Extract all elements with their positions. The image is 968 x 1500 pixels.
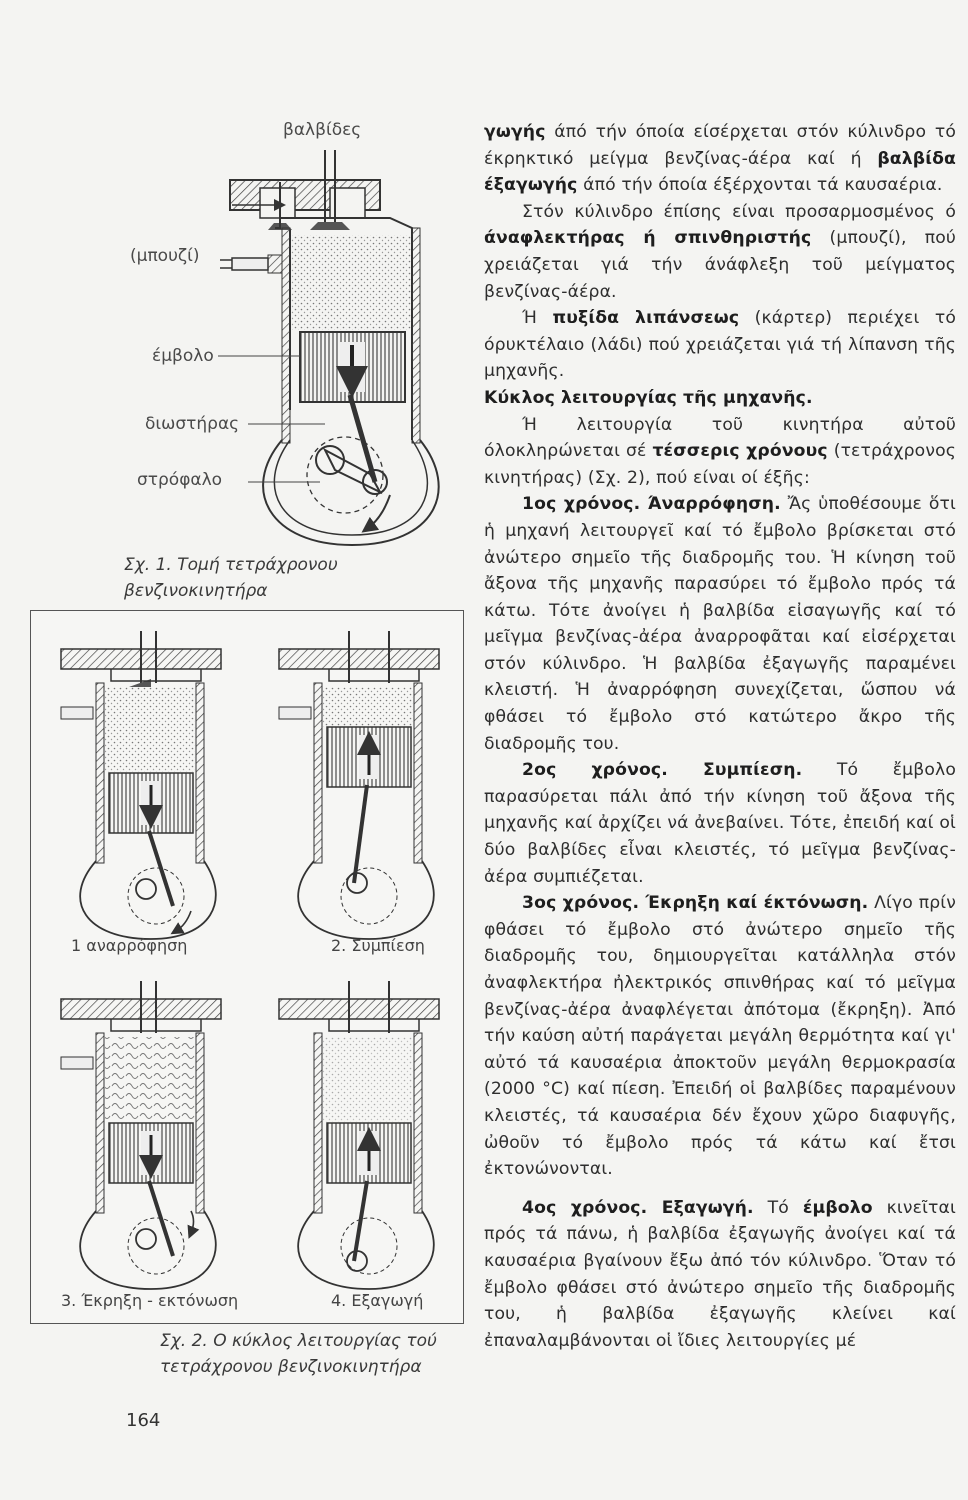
paragraph-stroke-4: 4ος χρόνος. Εξαγωγή. Τό έμβολο κινεῖται πρός τά πάνω, ἡ βαλβίδα ἐξαγωγῆς ἀνοίγει καί τά καυσαέρια βγαίνουν ἔξω ἀπό τόν κύλινδρο. Ὅταν τό ἔμβολο φθάσει στό ἀνώτερο σημεῖο τῆς διαδρομῆς του, ἡ βαλβίδα ἐξαγωγῆς κλείνει καί ἐπαναλαμβάνονται οἱ ἴδιες λειτουργίες μέ: [484, 1197, 956, 1351]
text-column: [484, 119, 956, 1354]
stroke-1-title: 1ος χρόνος. Άναρρόφηση.: [522, 494, 781, 515]
stroke-panel-compression: [259, 621, 459, 951]
paragraph-stroke-3: 3ος χρόνος. Έκρηξη καί έκτόνωση. Λίγο πρίν φθάσει τό ἔμβολο στό ἀνώτερο σημεῖο τῆς διαδρομῆς του, δημιουργεῖται κατάλληλα στόν ἀναφλεκτήρα ἠλεκτρικός σπινθήρας καί τό μεῖγμα βενζίνας-ἀέρα ἀναφλέγεται ἀπότομα (ἔκρηξη). Ἀπό τήν καύση αὐτή παράγεται μεγάλη θερμότητα καί γι' αὐτό τά καυσαέρια ἀποκτοῦν μεγάλη θερμοκρασία (2000 °C) καί πίεση. Ἐπειδή οἱ βαλβίδες παραμένουν κλειστές, τά καυσαέρια δέν ἔχουν χῶρο διαφυγῆς, ὠθοῦν τό ἔμβολο πρός τά κάτω καί ἔτσι ἐκτονώνονται.: [484, 893, 956, 1180]
figure-2-caption: Σχ. 2. Ο κύκλος λειτουργίας τού τετράχρονου βενζινοκινητήρα: [160, 1331, 437, 1377]
figure-1-engine-section: [120, 110, 470, 550]
stroke-label-compression: 2. Συμπίεση: [331, 936, 425, 955]
bold-term-piston: έμβολο: [802, 1197, 873, 1218]
paragraph-crankcase: Ή πυξίδα λιπάνσεως (κάρτερ) περιέχει τό όρυκτέλαιο (λάδι) πού χρειάζεται γιά τή λίπανση τῆς μηχανῆς.: [484, 308, 956, 382]
paragraph-valves: γωγής άπό τήν όποία είσέρχεται στόν κύλινδρο τό έκρηκτικό μείγμα βενζίνας-άέρα καί ή βαλβίδα έξαγωγής άπό τήν όποία έξέρχονται τά καυσαέρια.: [484, 122, 956, 196]
stroke-label-intake: 1 αναρρόφηση: [71, 936, 188, 955]
compression-stroke-drawing: [259, 621, 459, 941]
exhaust-stroke-drawing: [259, 971, 459, 1291]
paragraph-spark-plug: Στόν κύλινδρο έπίσης είναι προσαρμοσμένος ό άναφλεκτήρας ή σπινθηριστής (μπουζί), πού χρειάζεται γιά τήν άνάφλεξη τοῦ μείγματος βενζίνας-άέρα.: [484, 201, 957, 302]
bold-term-four-strokes: τέσσερις χρόνους: [652, 441, 828, 462]
bold-term-crankcase: πυξίδα λιπάνσεως: [552, 308, 740, 329]
label-crank: στρόφαλο: [137, 470, 223, 490]
stroke-4-title: 4ος χρόνος. Εξαγωγή.: [522, 1197, 754, 1218]
label-spark-plug: (μπουζί): [130, 246, 200, 266]
label-piston: έμβολο: [152, 346, 214, 366]
paragraph-four-strokes: Ή λειτουργία τοῦ κινητήρα αὐτοῦ όλοκληρώνεται σέ τέσσερις χρόνους (τετράχρονος κινητήρας) (Σχ. 2), πού είναι οί έξῆς:: [484, 414, 956, 488]
label-connecting-rod: διωστήρας: [145, 414, 240, 434]
stroke-panel-exhaust: [259, 971, 459, 1301]
intake-stroke-drawing: [41, 621, 241, 941]
paragraph-stroke-2: 2ος χρόνος. Συμπίεση. Τό ἔμβολο παρασύρεται πάλι ἀπό τήν κίνηση τοῦ ἄξονα τῆς μηχανῆς καί ἀρχίζει νά ἀνεβαίνει. Τότε, ἐπειδή καί οἱ δύο βαλβίδες εἶναι κλειστές, τό μεῖγμα βενζίνας-ἀέρα συμπιέζεται.: [484, 760, 957, 887]
label-valves: βαλβίδες: [283, 120, 362, 140]
figure-2-stroke-cycle: [30, 610, 464, 1324]
stroke-label-power: 3. Έκρηξη - εκτόνωση: [61, 1291, 239, 1310]
paragraph-stroke-1: 1ος χρόνος. Άναρρόφηση. Ἄς ὑποθέσουμε ὅτι ἡ μηχανή λειτουργεῖ καί τό ἔμβολο βρίσκεται στό ἀνώτερο σημεῖο τῆς διαδρομῆς του. Ἡ κίνηση τοῦ ἄξονα τῆς μηχανῆς παρασύρει τό ἔμβολο πρός τά κάτω. Τότε ἀνοίγει ἡ βαλβίδα εἰσαγωγῆς καί τό μεῖγμα βενζίνας-ἀέρα ἀναρροφᾶται καί εἰσέρχεται στόν κύλινδρο. Ἡ βαλβίδα ἐξαγωγῆς παραμένει κλειστή. Ἡ ἀναρρόφηση συνεχίζεται, ὥσπου νά φθάσει τό ἔμβολο στό κατώτερο ἄκρο τῆς διαδρομῆς του.: [484, 494, 956, 754]
page-number: 164: [126, 1410, 161, 1431]
stroke-panel-power: [41, 971, 241, 1301]
stroke-2-title: 2ος χρόνος. Συμπίεση.: [522, 760, 803, 781]
figure-1-caption: Σχ. 1. Τομή τετράχρονου βενζινοκινητήρα: [124, 555, 338, 601]
section-heading: Κύκλος λειτουργίας τῆς μηχανῆς.: [484, 387, 813, 408]
stroke-label-exhaust: 4. Εξαγωγή: [331, 1291, 424, 1310]
stroke-panel-intake: [41, 621, 241, 951]
power-stroke-drawing: [41, 971, 241, 1291]
stroke-3-title: 3ος χρόνος. Έκρηξη καί έκτόνωση.: [522, 893, 869, 914]
bold-term-intake: γωγής: [484, 122, 546, 142]
bold-term-exhaust-valve: βαλβίδα έξαγωγής: [484, 148, 956, 196]
bold-term-igniter: άναφλεκτήρας ή σπινθηριστής: [484, 228, 812, 249]
